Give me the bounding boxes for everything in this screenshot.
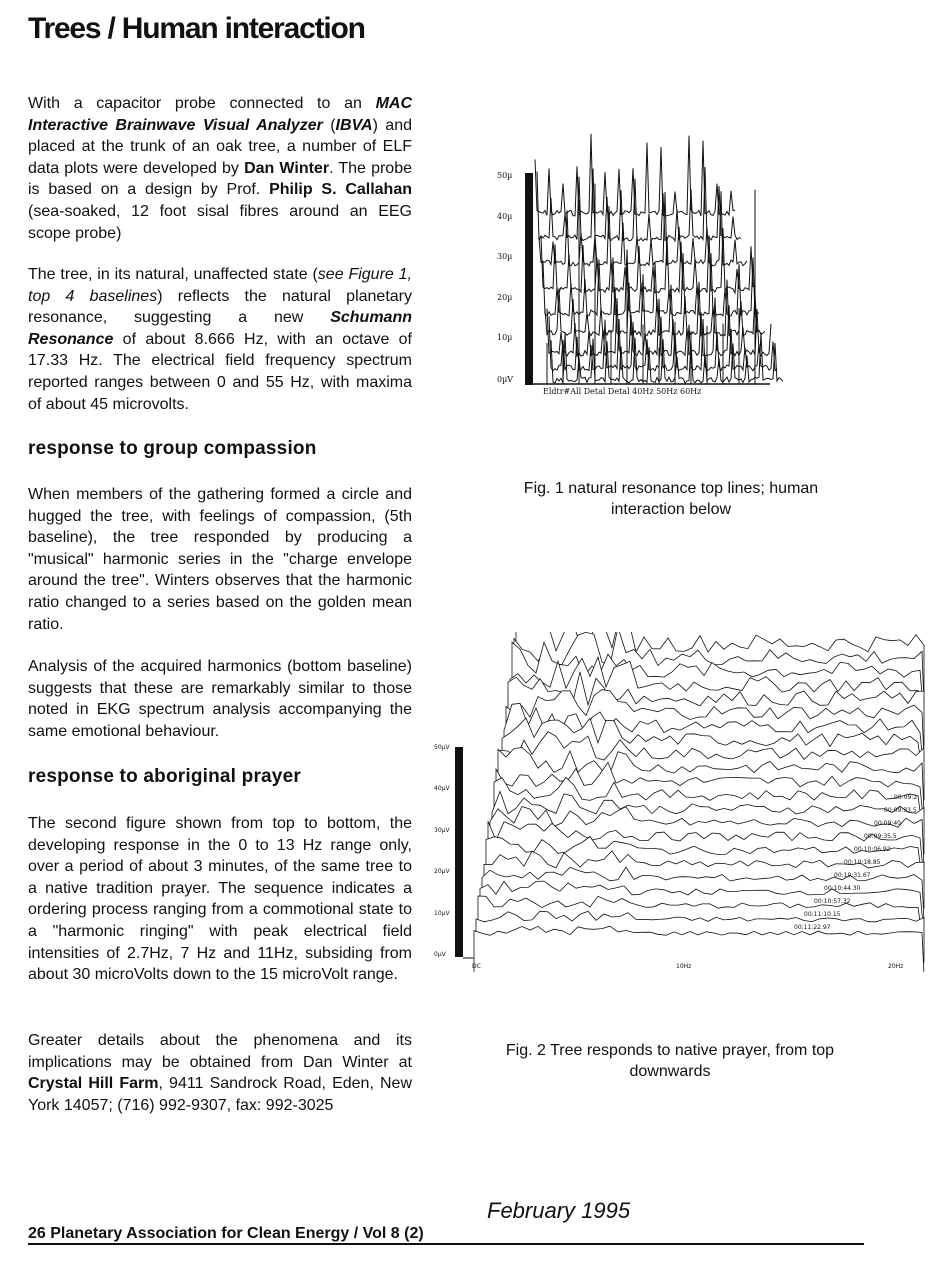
footer-date: February 1995 xyxy=(487,1198,631,1223)
figure2-timestamp-label: 00:09:40 xyxy=(874,820,901,827)
figure2-timestamp-label: 00:11:22.97 xyxy=(794,924,831,931)
figure1-axis-bar xyxy=(525,173,533,385)
fig2-ytick-0: 50µV xyxy=(434,744,450,751)
fig1-ytick-2: 30µ xyxy=(497,252,513,261)
page-title: Trees / Human interaction xyxy=(28,12,365,45)
fig1-ytick-1: 40µ xyxy=(497,212,513,221)
figure2-timestamp-label: 00:10:57.32 xyxy=(814,898,851,905)
figure1-y-ticks xyxy=(497,171,513,384)
figure2-timestamp-label: 00:10:44.30 xyxy=(824,885,861,892)
fig2-ytick-5: 0µV xyxy=(434,951,446,958)
natural-state-paragraph: The tree, in its natural, unaffected state (see Figure 1, top 4 baselines) reflects the natural planetary resonance, suggesting a new Schumann Resonance of about 8.666 Hz, with an octave of 17.33 Hz. The electrical field frequency spectrum reported ranges between 0 and 55 Hz, with maxima of about 45 microvolts. xyxy=(28,266,412,413)
fig2-xtick-10hz: 10Hz xyxy=(676,963,692,970)
fig2-xtick-20hz: 20Hz xyxy=(888,963,904,970)
figure2-timestamp-label: 00:09:2 xyxy=(894,794,918,801)
contact-paragraph: Greater details about the phenomena and its implications may be obtained from Dan Winter at Crystal Hill Farm, 9411 Sandrock Road, Eden, New York 14057; (716) 992-9307, fax: 992-3025 xyxy=(28,1032,413,1114)
figure2-timestamp-label: 00:09:35.5 xyxy=(864,833,897,840)
figure2-waterfall-plot xyxy=(432,632,932,972)
fig1-ytick-0: 50µ xyxy=(497,171,513,180)
harmonics-paragraph: Analysis of the acquired harmonics (bottom baseline) suggests that these are remarkably similar to those noted in EKG spectrum analysis accompanying the same emotional behaviour. xyxy=(28,658,412,740)
figure2-timestamp-label: 00:10:06.92 xyxy=(854,846,891,853)
figure2-axis-bar xyxy=(455,747,463,957)
footer-publication-line: 26 Planetary Association for Clean Energy / Vol 8 (2) xyxy=(28,1225,424,1242)
fig2-ytick-1: 40µV xyxy=(434,785,450,792)
figure2-y-ticks xyxy=(434,744,450,958)
fig2-ytick-3: 20µV xyxy=(434,868,450,875)
fig1-ytick-3: 20µ xyxy=(497,293,513,302)
fig2-ytick-4: 10µV xyxy=(434,910,450,917)
figure2-timestamp-label: 00:10:18.85 xyxy=(844,859,881,866)
fig2-xtick-dc: DC xyxy=(472,963,481,970)
fig1-ytick-4: 10µ xyxy=(497,333,513,342)
figure2-ridges xyxy=(474,632,924,972)
prayer-paragraph: The second figure shown from top to bottom, the developing response in the 0 to 13 Hz range only, over a period of about 3 minutes, of the same tree to a native tradition prayer. The sequence indicates a ordering process ranging from a commotional state to a "harmonic ringing" with peak electrical field intensities of 2.7Hz, 7 Hz and 11Hz, subsiding from about 30 microVolts down to the 15 microVolt range. xyxy=(28,815,412,984)
figure2-timestamp-label: 00:11:10.15 xyxy=(804,911,841,918)
section-heading-prayer: response to aboriginal prayer xyxy=(28,766,301,787)
figure1-caption: Fig. 1 natural resonance top lines; human interaction below xyxy=(523,480,819,518)
figure2-timestamp-label: 00:09:33.5 xyxy=(884,807,917,814)
fig1-ytick-5: 0µV xyxy=(497,375,514,384)
figure1-trace xyxy=(551,333,783,383)
figure1-spectrum-plot xyxy=(495,118,845,408)
footer-rule xyxy=(28,1243,864,1245)
figure2-timestamp-label: 00:10:31.67 xyxy=(834,872,871,879)
figure1-traces xyxy=(535,134,783,384)
figure1-trace xyxy=(545,274,765,336)
intro-paragraph: With a capacitor probe connected to an MAC Interactive Brainwave Visual Analyzer (IBVA) and placed at the trunk of an oak tree, a number of ELF data plots were developed by Dan Winter. The probe is based on a design by Prof. Philip S. Callahan (sea-soaked, 12 foot sisal fibres around an EEG scope probe) xyxy=(28,95,412,242)
fig2-ytick-2: 30µV xyxy=(434,827,450,834)
figure1-x-labels: Eldtr#All Detal Detal 40Hz 50Hz 60Hz xyxy=(543,387,702,396)
compassion-paragraph: When members of the gathering formed a circle and hugged the tree, with feelings of compassion, (5th baseline), the tree responded by producing a "musical" harmonic series in the "charge envelope around the tree". Winters observes that the harmonic ratio changed to a series based on the golden mean ratio. xyxy=(28,486,412,633)
section-heading-compassion: response to group compassion xyxy=(28,438,317,459)
figure2-caption: Fig. 2 Tree responds to native prayer, from top downwards xyxy=(505,1042,835,1080)
